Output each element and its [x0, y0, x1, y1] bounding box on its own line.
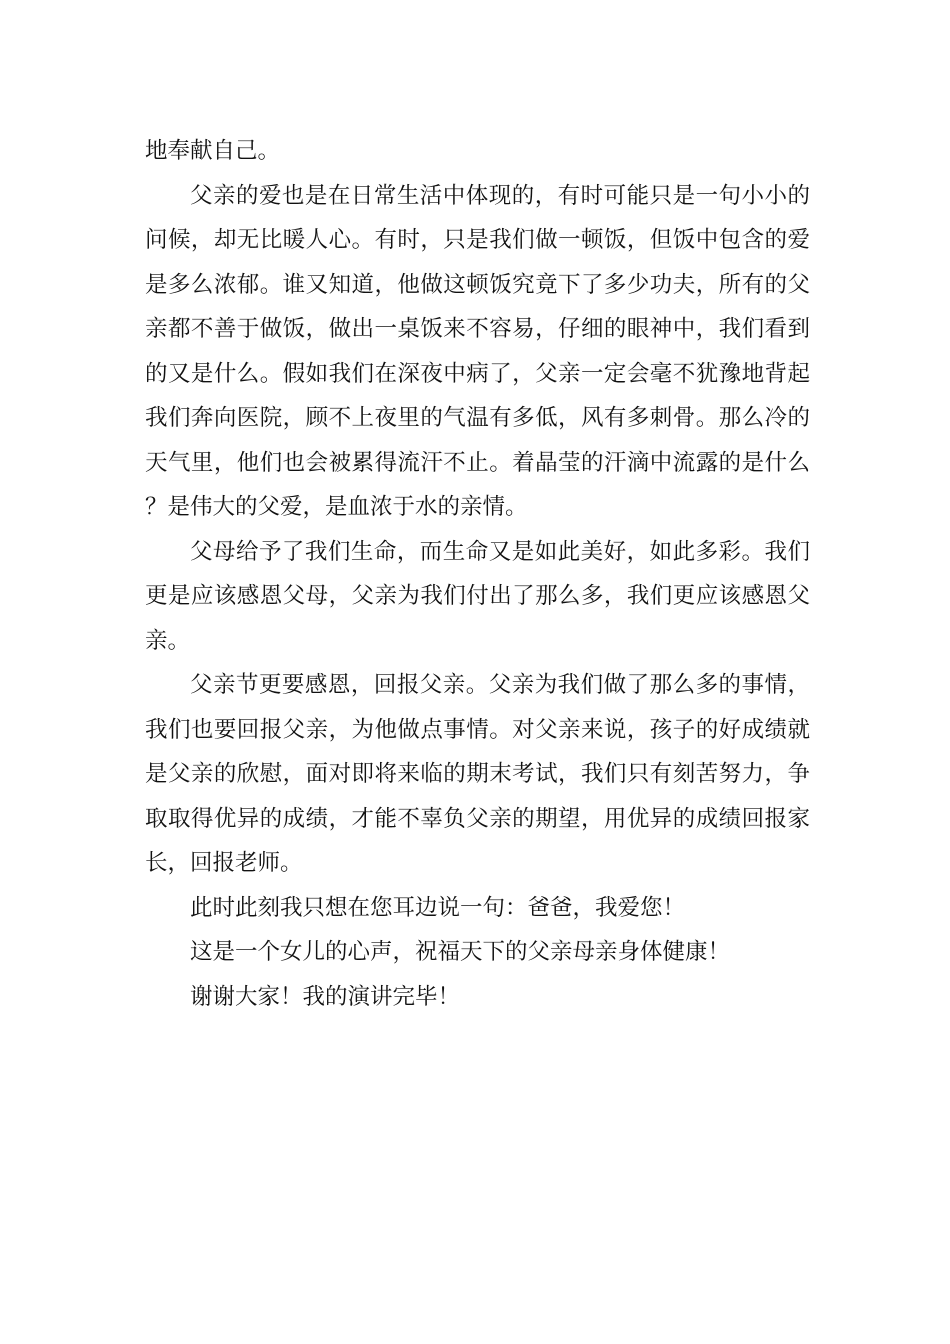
paragraph-father-love: 父亲的爱也是在日常生活中体现的，有时可能只是一句小小的问候，却无比暖人心。有时，只是我们做一顿饭，但饭中包含的爱是多么浓郁。谁又知道，他做这顿饭究竟下了多少功夫，所有的父亲都不善于做饭，做出一桌饭来不容易，仔细的眼神中，我们看到的又是什么。假如我们在深夜中病了，父亲一定会毫不犹豫地背起我们奔向医院，顾不上夜里的气温有多低，风有多刺骨。那么冷的天气里，他们也会被累得流汗不止。着晶莹的汗滴中流露的是什么？是伟大的父爱，是血浓于水的亲情。 — [145, 182, 810, 520]
paragraph-closing: 谢谢大家！我的演讲完毕！ — [190, 983, 461, 1010]
paragraph-repay-father: 父亲节更要感恩，回报父亲。父亲为我们做了那么多的事情，我们也要回报父亲，为他做点事情。对父亲来说，孩子的好成绩就是父亲的欣慰，面对即将来临的期末考试，我们只有刻苦努力，争取取得优异的成绩，才能不辜负父亲的期望，用优异的成绩回报家长，回报老师。 — [145, 672, 810, 876]
document-body — [145, 129, 810, 1019]
paragraph-blessing: 这是一个女儿的心声，祝福天下的父亲母亲身体健康！ — [190, 939, 731, 965]
paragraph-continuation: 地奉献自己。 — [145, 138, 281, 164]
paragraph-i-love-you: 此时此刻我只想在您耳边说一句：爸爸，我爱您！ — [190, 894, 686, 921]
paragraph-gratitude-parents: 父母给予了我们生命，而生命又是如此美好，如此多彩。我们更是应该感恩父母，父亲为我们付出了那么多，我们更应该感恩父亲。 — [145, 538, 810, 654]
